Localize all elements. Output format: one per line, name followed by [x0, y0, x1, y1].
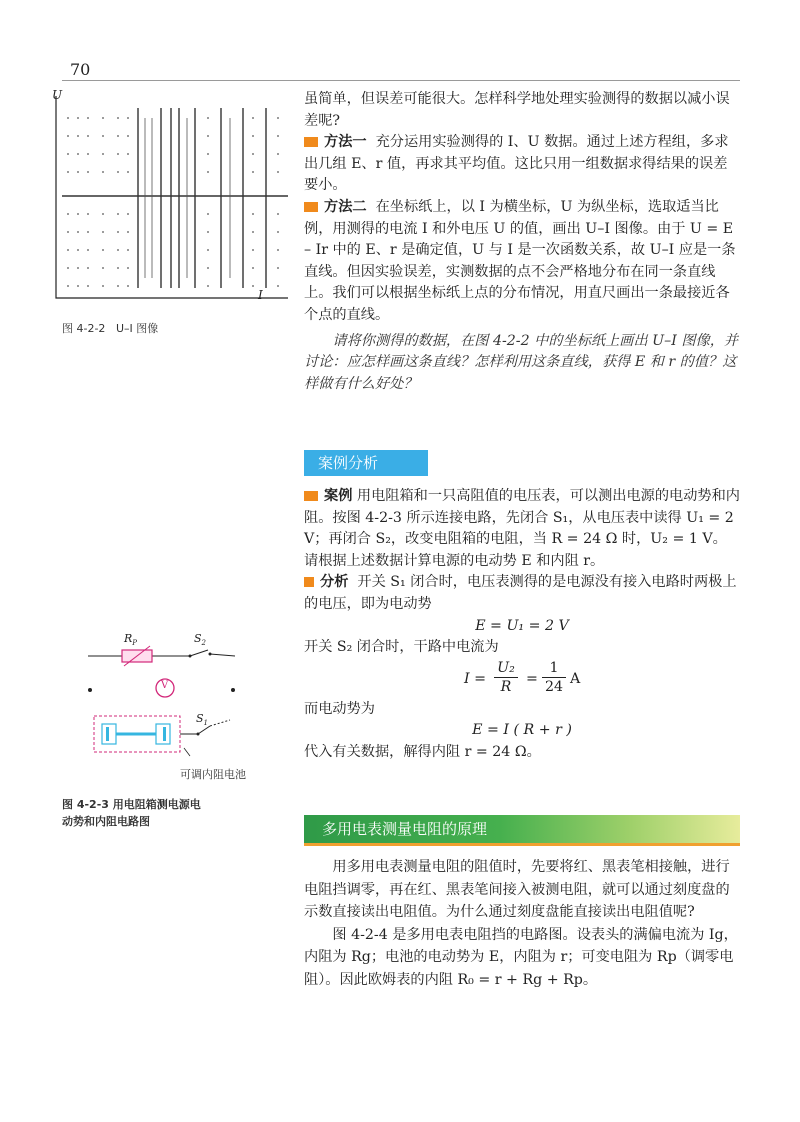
orange-marker-icon: [304, 577, 314, 587]
figure-4-2-3-caption: 图 4-2-3 用电阻箱测电源电 动势和内阻电路图: [62, 798, 201, 828]
method1-paragraph: 方法一 充分运用实验测得的 I、U 数据。通过上述方程组，多求出几组 E、r 值，再求其平均值。这比只用一组数据求得结果的误差要小。: [304, 134, 729, 194]
case-block: [304, 486, 740, 764]
circuit-diagram: [80, 628, 250, 788]
caption-title: U–I 图像: [115, 322, 159, 335]
multimeter-paragraph-2: 图 4-2-4 是多用电表电阻挡的电路图。设表头的满偏电流为 Ig，内阻为 Rg；电池的电动势为 E，内阻为 r；可变电阻为 Rp（调零电阻）。因此欧姆表的内阻 R₀ = r + Rg + Rp。: [304, 926, 738, 988]
method2-paragraph: 方法二 在坐标纸上，以 I 为横坐标，U 为纵坐标，选取适当比例，用测得的电流 I 和外电压 U 的值，画出 U–I 图像。由于 U = E – Ir 中的 E、r 是确定值，U 与 I 是一次函数关系，故 U–I 应是一条直线。但因实验误差，实测数据的点不会严格地分布在同一条直线上。我们可以根据坐标纸上点的分布情况，用直尺画出一条最接近各个点的直线。: [304, 198, 736, 323]
multimeter-paragraph-1: 用多用电表测量电阻的阻值时，先要将红、黑表笔相接触，进行电阻挡调零，再在红、黑表笔间接入被测电阻，就可以通过刻度盘的示数直接读出电阻值。为什么通过刻度盘能直接读出电阻值呢?: [304, 859, 730, 921]
y-axis-label: U: [52, 88, 63, 102]
graph-paper: [48, 88, 293, 318]
page-number: 70: [70, 60, 91, 79]
x-axis-label: I: [258, 288, 263, 302]
section-header-multimeter: 多用电表测量电阻的原理: [304, 815, 740, 843]
ui-graph-figure: [48, 88, 293, 318]
caption-number: 图 4-2-2: [62, 322, 106, 335]
analysis-paragraph: 分析 开关 S₁ 闭合时，电压表测得的是电源没有接入电路时两极上的电压，即为电动势: [304, 574, 737, 612]
top-paragraph: 虽简单，但误差可能很大。怎样科学地处理实验测得的数据以减小误差呢?: [304, 91, 730, 129]
main-text-block: [304, 89, 740, 395]
formula-current: I = U₂ R = 1 24 A: [464, 659, 581, 695]
circuit-figure: [80, 628, 250, 788]
discussion-paragraph: 请将你测得的数据，在图 4-2-2 中的坐标纸上画出 U–I 图像，并讨论：应怎样画这条直线？怎样利用这条直线，获得 E 和 r 的值？这样做有什么好处？: [304, 332, 739, 392]
formula-emf: E = U₁ = 2 V: [475, 617, 569, 634]
formula-emf-total: E = I ( R + r ): [472, 722, 572, 739]
analysis-line4: 代入有关数据，解得内阻 r = 24 Ω。: [304, 743, 541, 760]
voltmeter-label: V: [161, 680, 169, 691]
orange-marker-icon: [304, 137, 318, 147]
analysis-line3: 而电动势为: [304, 700, 375, 717]
analysis-line2: 开关 S₂ 闭合时，干路中电流为: [304, 639, 499, 656]
case-paragraph: 案例 用电阻箱和一只高阻值的电压表，可以测出电源的电动势和内阻。按图 4-2-3 所示连接电路，先闭合 S₁，从电压表中读得 U₁ = 2 V；再闭合 S₂，改变电阻箱的电阻，当 R = 24 Ω 时，U₂ = 1 V。请根据上述数据计算电源的电动势 E 和内阻 r。: [304, 488, 740, 569]
figure-4-2-2-caption: [62, 320, 158, 336]
s2-label: $S_2$: [194, 632, 207, 648]
s1-label: $S_1$: [196, 712, 209, 728]
orange-marker-icon: [304, 202, 318, 212]
multimeter-block: [304, 856, 740, 992]
rp-label: $R_P$: [124, 632, 138, 648]
battery-label: 可调内阻电池: [180, 768, 246, 781]
orange-marker-icon: [304, 491, 318, 501]
section-header-case-analysis: 案例分析: [304, 450, 428, 476]
header-rule: [62, 80, 740, 81]
